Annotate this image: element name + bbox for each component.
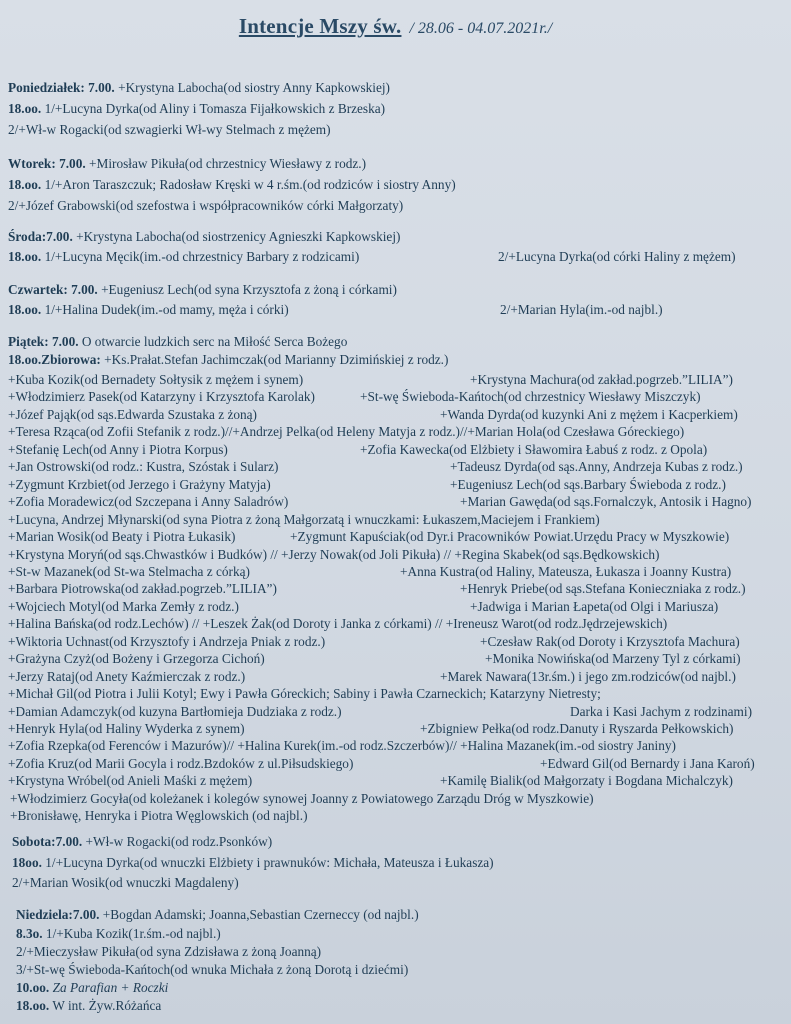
friday-intention-left: +Michał Gil(od Piotra i Julii Kotyl; Ewy i Pawła Góreckich; Sabiny i Pawła Czarneckich; Katarzyny Nietresty; (8, 686, 601, 701)
day-label: Środa:7.00. (8, 229, 73, 244)
intention-text: +Krystyna Labocha(od siostry Anny Kapkowskiej) (118, 80, 390, 95)
friday-intention-left: +Krystyna Wróbel(od Anieli Maśki z mężem) (8, 773, 253, 788)
friday-intention-left: +Henryk Hyla(od Haliny Wyderka z synem) (8, 721, 245, 736)
page-title: Intencje Mszy św. (238, 14, 402, 38)
intention-text: +Krystyna Labocha(od siostrzenicy Agnieszki Kapkowskiej) (76, 229, 401, 244)
friday-intention-right: +Anna Kustra(od Haliny, Mateusza, Łukasza i Joanny Kustra) (400, 564, 732, 579)
monday-line-3 (8, 122, 331, 138)
friday-intention-right: Darka i Kasi Jachym z rodzinami) (570, 704, 753, 719)
friday-intention-right: +Krystyna Machura(od zakład.pogrzeb.”LILIA”) (470, 372, 733, 387)
intention-text: +Mirosław Pikuła(od chrzestnicy Wiesławy z rodz.) (89, 156, 367, 171)
intention-text: +Ks.Prałat.Stefan Jachimczak(od Marianny Dzimińskiej z rodz.) (104, 352, 449, 367)
friday-intention-left: +Zygmunt Krzbiet(od Jerzego i Grażyny Matyja) (8, 477, 271, 492)
intention-text: 2/+Marian Wosik(od wnuczki Magdaleny) (12, 875, 239, 890)
friday-intention-right: +Zygmunt Kapuściak(od Dyr.i Pracowników Powiat.Urzędu Pracy w Myszkowie) (290, 529, 730, 544)
friday-intention-right: +Tadeusz Dyrda(od sąs.Anny, Andrzeja Kubas z rodz.) (450, 459, 743, 474)
friday-intention-left: +Zofia Rzepka(od Ferenców i Mazurów)// +Halina Kurek(im.-od rodz.Szczerbów)// +Halina Mazanek(im.-od siostry Janiny) (8, 738, 676, 753)
friday-intention-right: +Eugeniusz Lech(od sąs.Barbary Świeboda z rodz.) (450, 477, 726, 492)
friday-intention-left: +Jerzy Rataj(od Anety Kaźmierczak z rodz.) (8, 669, 246, 684)
friday-intention-left: +Jan Ostrowski(od rodz.: Kustra, Szóstak i Sularz) (8, 459, 279, 474)
wednesday-line-2 (8, 249, 359, 265)
intention-text: 2/+Józef Grabowski(od szefostwa i współpracowników córki Małgorzaty) (8, 198, 404, 213)
day-label: Wtorek: 7.00. (8, 156, 86, 171)
wednesday-line-2-right: 2/+Lucyna Dyrka(od córki Haliny z mężem) (498, 249, 736, 264)
friday-intention-left: +Barbara Piotrowska(od zakład.pogrzeb.”LILIA”) (8, 581, 277, 596)
friday-intention-left: +Wiktoria Uchnast(od Krzysztofy i Andrzeja Pniak z rodz.) (8, 634, 326, 649)
friday-intention-right: +Henryk Priebe(od sąs.Stefana Konieczniaka z rodz.) (460, 581, 746, 596)
friday-intention-left: +Zofia Moradewicz(od Szczepana i Anny Saladrów) (8, 494, 289, 509)
intention-text: +Eugeniusz Lech(od syna Krzysztofa z żoną i córkami) (101, 282, 397, 297)
friday-line-1 (8, 334, 347, 350)
friday-intention-left: +Marian Wosik(od Beaty i Piotra Łukasik) (8, 529, 236, 544)
tuesday-line-2 (8, 177, 456, 193)
intention-text: O otwarcie ludzkich serc na Miłość Serca Bożego (81, 334, 348, 349)
day-label: Piątek: 7.00. (8, 334, 79, 349)
tuesday-line-3 (8, 198, 403, 214)
thursday-line-1 (8, 282, 397, 298)
mass-time: 10.oo. (16, 980, 50, 995)
friday-line-2 (8, 352, 448, 368)
friday-intention-right: +St-wę Świeboda-Kańtoch(od chrzestnicy Wiesławy Miszczyk) (360, 389, 701, 404)
saturday-line-2 (12, 855, 494, 871)
date-range: / 28.06 - 04.07.2021r./ (409, 20, 553, 37)
intention-text: W int. Żyw.Różańca (52, 998, 162, 1013)
sunday-line-3 (16, 944, 321, 960)
friday-intention-left: +Lucyna, Andrzej Młynarski(od syna Piotra z żoną Małgorzatą i wnuczkami: Łukaszem,Maciejem i Frankiem) (8, 512, 600, 527)
day-label: Czwartek: 7.00. (8, 282, 98, 297)
friday-intention-left: +Włodzimierz Pasek(od Katarzyny i Krzysztofa Karolak) (8, 389, 315, 404)
friday-intention-right: +Kamilę Bialik(od Małgorzaty i Bogdana Michalczyk) (440, 773, 733, 788)
friday-intention-left: +Bronisławę, Henryka i Piotra Węglowskich (od najbl.) (10, 808, 308, 823)
friday-intention-right: +Edward Gil(od Bernardy i Jana Karoń) (540, 756, 755, 771)
friday-intention-right: +Wanda Dyrda(od kuzynki Ani z mężem i Kacperkiem) (440, 407, 738, 422)
mass-time: 18.oo. (8, 302, 42, 317)
intention-text: Za Parafian + Roczki (52, 980, 169, 995)
header (0, 14, 791, 39)
friday-intention-left: +Teresa Rząca(od Zofii Stefanik z rodz.)//+Andrzej Pelka(od Heleny Matyja z rodz.)//+Marian Hola(od Czesława Góreckiego) (8, 424, 685, 439)
sunday-line-4 (16, 962, 408, 978)
intention-text: +Wł-w Rogacki(od rodz.Psonków) (85, 834, 273, 849)
friday-intention-left: +Józef Pająk(od sąs.Edwarda Szustaka z żoną) (8, 407, 257, 422)
sunday-line-1 (16, 907, 419, 923)
sunday-line-2 (16, 926, 221, 942)
mass-time: 18.oo. (8, 249, 42, 264)
monday-line-1 (8, 80, 390, 96)
friday-intention-right: +Marek Nawara(13r.śm.) i jego zm.rodziców(od najbl.) (440, 669, 736, 684)
friday-intention-left: +Stefanię Lech(od Anny i Piotra Korpus) (8, 442, 228, 457)
thursday-line-2-right: 2/+Marian Hyla(im.-od najbl.) (500, 302, 663, 317)
mass-time: 18.oo. (16, 998, 50, 1013)
saturday-line-1 (12, 834, 272, 850)
intention-text: 1/+Kuba Kozik(1r.śm.-od najbl.) (45, 926, 221, 941)
mass-time: 8.3o. (16, 926, 43, 941)
intention-text: 3/+St-wę Świeboda-Kańtoch(od wnuka Michała z żoną Dorotą i dziećmi) (16, 962, 409, 977)
friday-intention-right: +Czesław Rak(od Doroty i Krzysztofa Machura) (480, 634, 740, 649)
sunday-line-6 (16, 998, 161, 1014)
intention-text: 1/+Lucyna Męcik(im.-od chrzestnicy Barbary z rodzicami) (44, 249, 360, 264)
thursday-line-2 (8, 302, 289, 318)
friday-intention-left: +St-w Mazanek(od St-wa Stelmacha z córką) (8, 564, 250, 579)
friday-intention-left: +Włodzimierz Gocyła(od koleżanek i kolegów synowej Joanny z Powiatowego Zarządu Dróg w Myszkowie) (10, 791, 594, 806)
tuesday-line-1 (8, 156, 366, 172)
wednesday-line-1 (8, 229, 400, 245)
friday-intention-left: +Grażyna Czyż(od Bożeny i Grzegorza Cichoń) (8, 651, 265, 666)
friday-intention-right: +Jadwiga i Marian Łapeta(od Olgi i Mariusza) (470, 599, 719, 614)
day-label: Sobota:7.00. (12, 834, 83, 849)
intention-text: 1/+Aron Taraszczuk; Radosław Kręski w 4 r.śm.(od rodziców i siostry Anny) (44, 177, 456, 192)
intention-text: 2/+Wł-w Rogacki(od szwagierki Wł-wy Stelmach z mężem) (8, 122, 331, 137)
friday-intention-left: +Kuba Kozik(od Bernadety Sołtysik z mężem i synem) (8, 372, 304, 387)
monday-line-2 (8, 101, 385, 117)
friday-intention-right: +Zofia Kawecka(od Elżbiety i Sławomira Łabuś z rodz. z Opola) (360, 442, 708, 457)
intention-text: 1/+Lucyna Dyrka(od Aliny i Tomasza Fijałkowskich z Brzeska) (44, 101, 386, 116)
friday-intention-left: +Wojciech Motyl(od Marka Zemły z rodz.) (8, 599, 239, 614)
saturday-line-3 (12, 875, 239, 891)
friday-intention-left: +Krystyna Moryń(od sąs.Chwastków i Budków) // +Jerzy Nowak(od Joli Pikuła) // +Regina Skabek(od sąs.Będkowskich) (8, 547, 660, 562)
sunday-line-5 (16, 980, 168, 996)
intention-text: +Bogdan Adamski; Joanna,Sebastian Czerneccy (od najbl.) (102, 907, 419, 922)
intention-text: 1/+Halina Dudek(im.-od mamy, męża i córki) (44, 302, 289, 317)
friday-intention-left: +Zofia Kruz(od Marii Gocyla i rodz.Bzdoków z ul.Piłsudskiego) (8, 756, 354, 771)
intention-text: 1/+Lucyna Dyrka(od wnuczki Elżbiety i prawnuków: Michała, Mateusza i Łukasza) (45, 855, 494, 870)
intention-text: 2/+Mieczysław Pikuła(od syna Zdzisława z żoną Joanną) (16, 944, 322, 959)
day-label: Poniedziałek: 7.00. (8, 80, 115, 95)
friday-intention-right: +Marian Gawęda(od sąs.Fornalczyk, Antosik i Hagno) (460, 494, 752, 509)
friday-intention-left: +Damian Adamczyk(od kuzyna Bartłomieja Dudziaka z rodz.) (8, 704, 342, 719)
friday-intention-left: +Halina Bańska(od rodz.Lechów) // +Leszek Żak(od Doroty i Janka z córkami) // +Ireneusz Warot(od rodz.Jędrzejewskich) (8, 616, 668, 631)
mass-time: 18.oo. (8, 101, 42, 116)
friday-intention-right: +Monika Nowińska(od Marzeny Tyl z córkami) (485, 651, 741, 666)
day-label: Niedziela:7.00. (16, 907, 100, 922)
friday-intention-right: +Zbigniew Pełka(od rodz.Danuty i Ryszarda Pełkowskich) (420, 721, 734, 736)
mass-time: 18oo. (12, 855, 42, 870)
mass-time: 18.oo.Zbiorowa: (8, 352, 101, 367)
mass-time: 18.oo. (8, 177, 42, 192)
